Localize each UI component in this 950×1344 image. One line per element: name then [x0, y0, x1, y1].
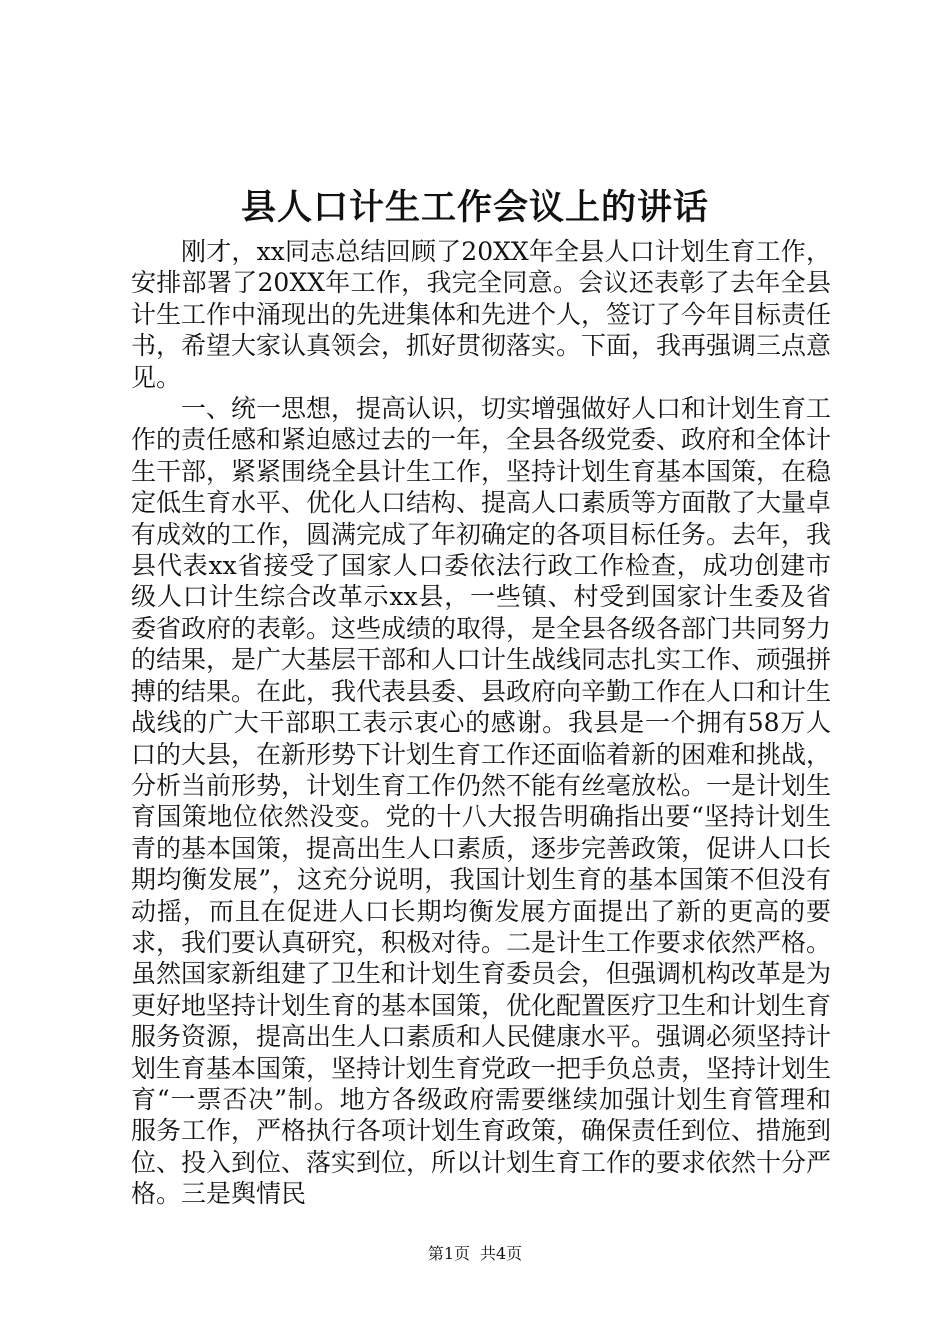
- document-title: 县人口计生工作会议上的讲话: [240, 187, 709, 228]
- document-body: [131, 236, 831, 1210]
- page-total: 共4页: [480, 1244, 523, 1263]
- paragraph-intro: 刚才，xx同志总结回顾了20XX年全县人口计划生育工作，安排部署了20XX年工作，我完全同意。会议还表彰了去年全县计生工作中涌现出的先进集体和先进个人，签订了今年目标责任书，希望大家认真领会，抓好贯彻落实。下面，我再强调三点意见。: [131, 237, 832, 392]
- paragraph-section-one: 一、统一思想，提高认识，切实增强做好人口和计划生育工作的责任感和紧迫感过去的一年，全县各级党委、政府和全体计生干部，紧紧围绕全县计生工作，坚持计划生育基本国策，在稳定低生育水平、优化人口结构、提高人口素质等方面散了大量卓有成效的工作，圆满完成了年初确定的各项目标任务。去年，我县代表xx省接受了国家人口委依法行政工作检查，成功创建市级人口计生综合改革示xx县，一些镇、村受到国家计生委及省委省政府的表彰。这些成绩的取得，是全县各级各部门共同努力的结果，是广大基层干部和人口计生战线同志扎实工作、顽强拼搏的结果。在此，我代表县委、县政府向辛勤工作在人口和计生战线的广大干部职工表示衷心的感谢。我县是一个拥有58万人口的大县，在新形势下计划生育工作还面临着新的困难和挑战，分析当前形势，计划生育工作仍然不能有丝毫放松。一是计划生育国策地位依然没变。党的十八大报告明确指出要“坚持计划生青的基本国策，提高出生人口素质，逐步完善政策，促讲人口长期均衡发展”，这充分说明，我国计划生育的基本国策不但没有动摇，而且在促进人口长期均衡发展方面提出了新的更高的要求，我们要认真研究，积极对待。二是计生工作要求依然严格。虽然国家新组建了卫生和计划生育委员会，但强调机构改革是为更好地坚持计划生育的基本国策，优化配置医疗卫生和计划生育服务资源，提高出生人口素质和人民健康水平。强调必须坚持计划生育基本国策，坚持计划生育党政一把手负总责，坚持计划生育“一票否决”制。地方各级政府需要继续加强计划生育管理和服务工作，严格执行各项计划生育政策，确保责任到位、措施到位、投入到位、落实到位，所以计划生育工作的要求依然十分严格。三是舆情民: [131, 394, 832, 1209]
- page-footer: [0, 1242, 950, 1266]
- page-number: 第1页: [427, 1244, 470, 1263]
